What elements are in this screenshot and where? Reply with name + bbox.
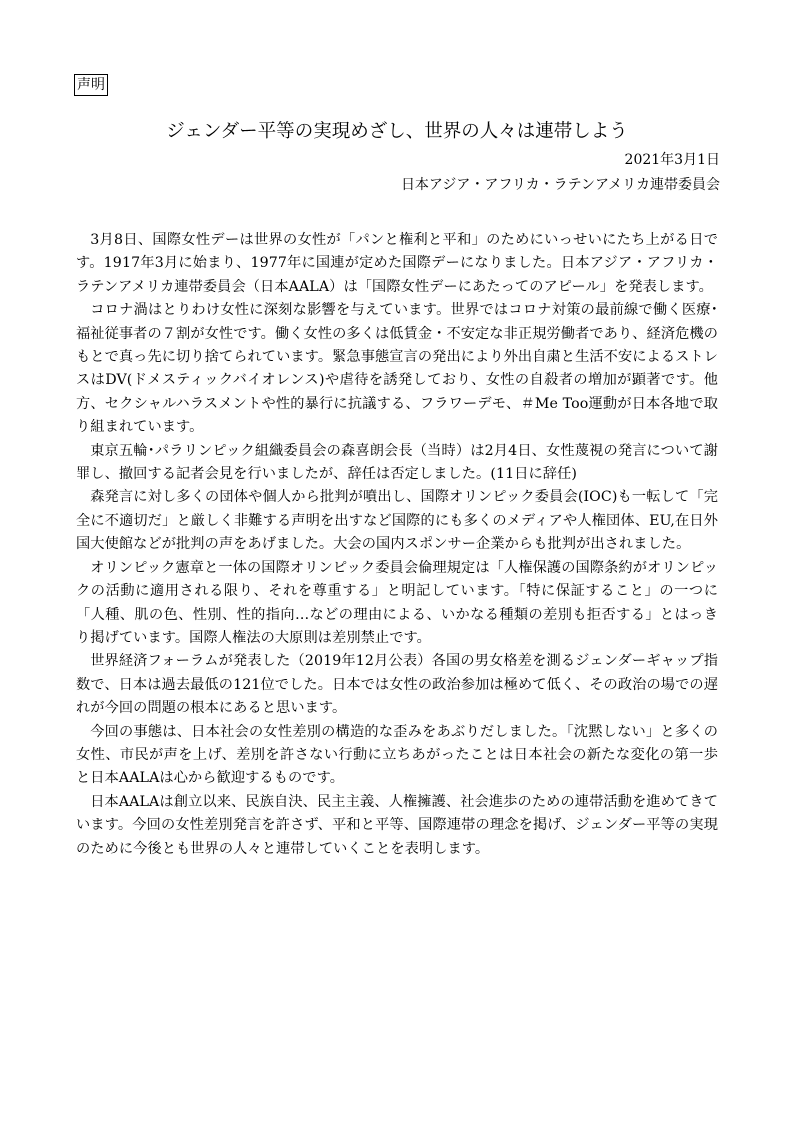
paragraph: 世界経済フォーラムが発表した（2019年12月公表）各国の男女格差を測るジェンダーギャップ指数で、日本は過去最低の121位でした。日本では女性の政治参加は極めて低く、その政治の場での遅れが今回の問題の根本にあると思います。 bbox=[76, 653, 718, 717]
paragraph: 東京五輪･パラリンピック組織委員会の森喜朗会長（当時）は2月4日、女性蔑視の発言について謝罪し、撤回する記者会見を行いましたが、辞任は否定しました。(11日に辞任) bbox=[76, 442, 718, 483]
paragraph: オリンピック憲章と一体の国際オリンピック委員会倫理規定は「人権保護の国際条約がオリンピックの活動に適用される限り、それを尊重する」と明記しています。「特に保証すること」の一つに「人種、肌の色、性別、性的指向…などの理由による、いかなる種類の差別も拒否する」とはっきり掲げています。国際人権法の大原則は差別禁止です。 bbox=[76, 559, 718, 646]
paragraph: 今回の事態は、日本社会の女性差別の構造的な歪みをあぶりだしました。「沈黙しない」と多くの女性、市民が声を上げ、差別を許さない行動に立ちあがったことは日本社会の新たな変化の第一歩と日本AALAは心から歓迎するものです。 bbox=[76, 723, 718, 787]
paragraph: 日本AALAは創立以来、民族自決、民主主義、人権擁護、社会進歩のための連帯活動を進めてきています。今回の女性差別発言を許さず、平和と平等、国際連帯の理念を掲げ、ジェンダー平等の実現のために今後とも世界の人々と連帯していくことを表明します。 bbox=[76, 793, 718, 857]
paragraph: 森発言に対し多くの団体や個人から批判が噴出し、国際オリンピック委員会(IOC)も一転して「完全に不適切だ」と厳しく非難する声明を出すなど国際的にも多くのメディアや人権団体、EU,在日外国大使館などが批判の声をあげました。大会の国内スポンサー企業からも批判が出されました。 bbox=[76, 489, 718, 553]
paragraph: 3月8日、国際女性デーは世界の女性が「パンと権利と平和」のためにいっせいにたち上がる日です。1917年3月に始まり、1977年に国連が定めた国際デーになりました。日本アジア・アフリカ・ラテンアメリカ連帯委員会（日本AALA）は「国際女性デーにあたってのアピール」を発表します。 bbox=[76, 232, 718, 295]
page-title: ジェンダー平等の実現めざし、世界の人々は連帯しよう bbox=[166, 121, 628, 142]
document-date: 2021年3月1日 bbox=[624, 152, 720, 168]
organization-name: 日本アジア・アフリカ・ラテンアメリカ連帯委員会 bbox=[400, 177, 720, 193]
statement-body bbox=[76, 229, 718, 861]
paragraph: コロナ渦はとりわけ女性に深刻な影響を与えています。世界ではコロナ対策の最前線で働く医療･福祉従事者の７割が女性です。働く女性の多くは低賃金・不安定な非正規労働者であり、経済危機のもとで真っ先に切り捨てられています。緊急事態宣言の発出により外出自粛と生活不安によるストレスはDV(ドメスティックバイオレンス)や虐待を誘発しており、女性の自殺者の増加が顕著です。他方、セクシャルハラスメントや性的暴行に抗議する、フラワーデモ、＃Me Too運動が日本各地で取り組まれています。 bbox=[76, 302, 718, 436]
statement-label: 声明 bbox=[74, 74, 108, 96]
